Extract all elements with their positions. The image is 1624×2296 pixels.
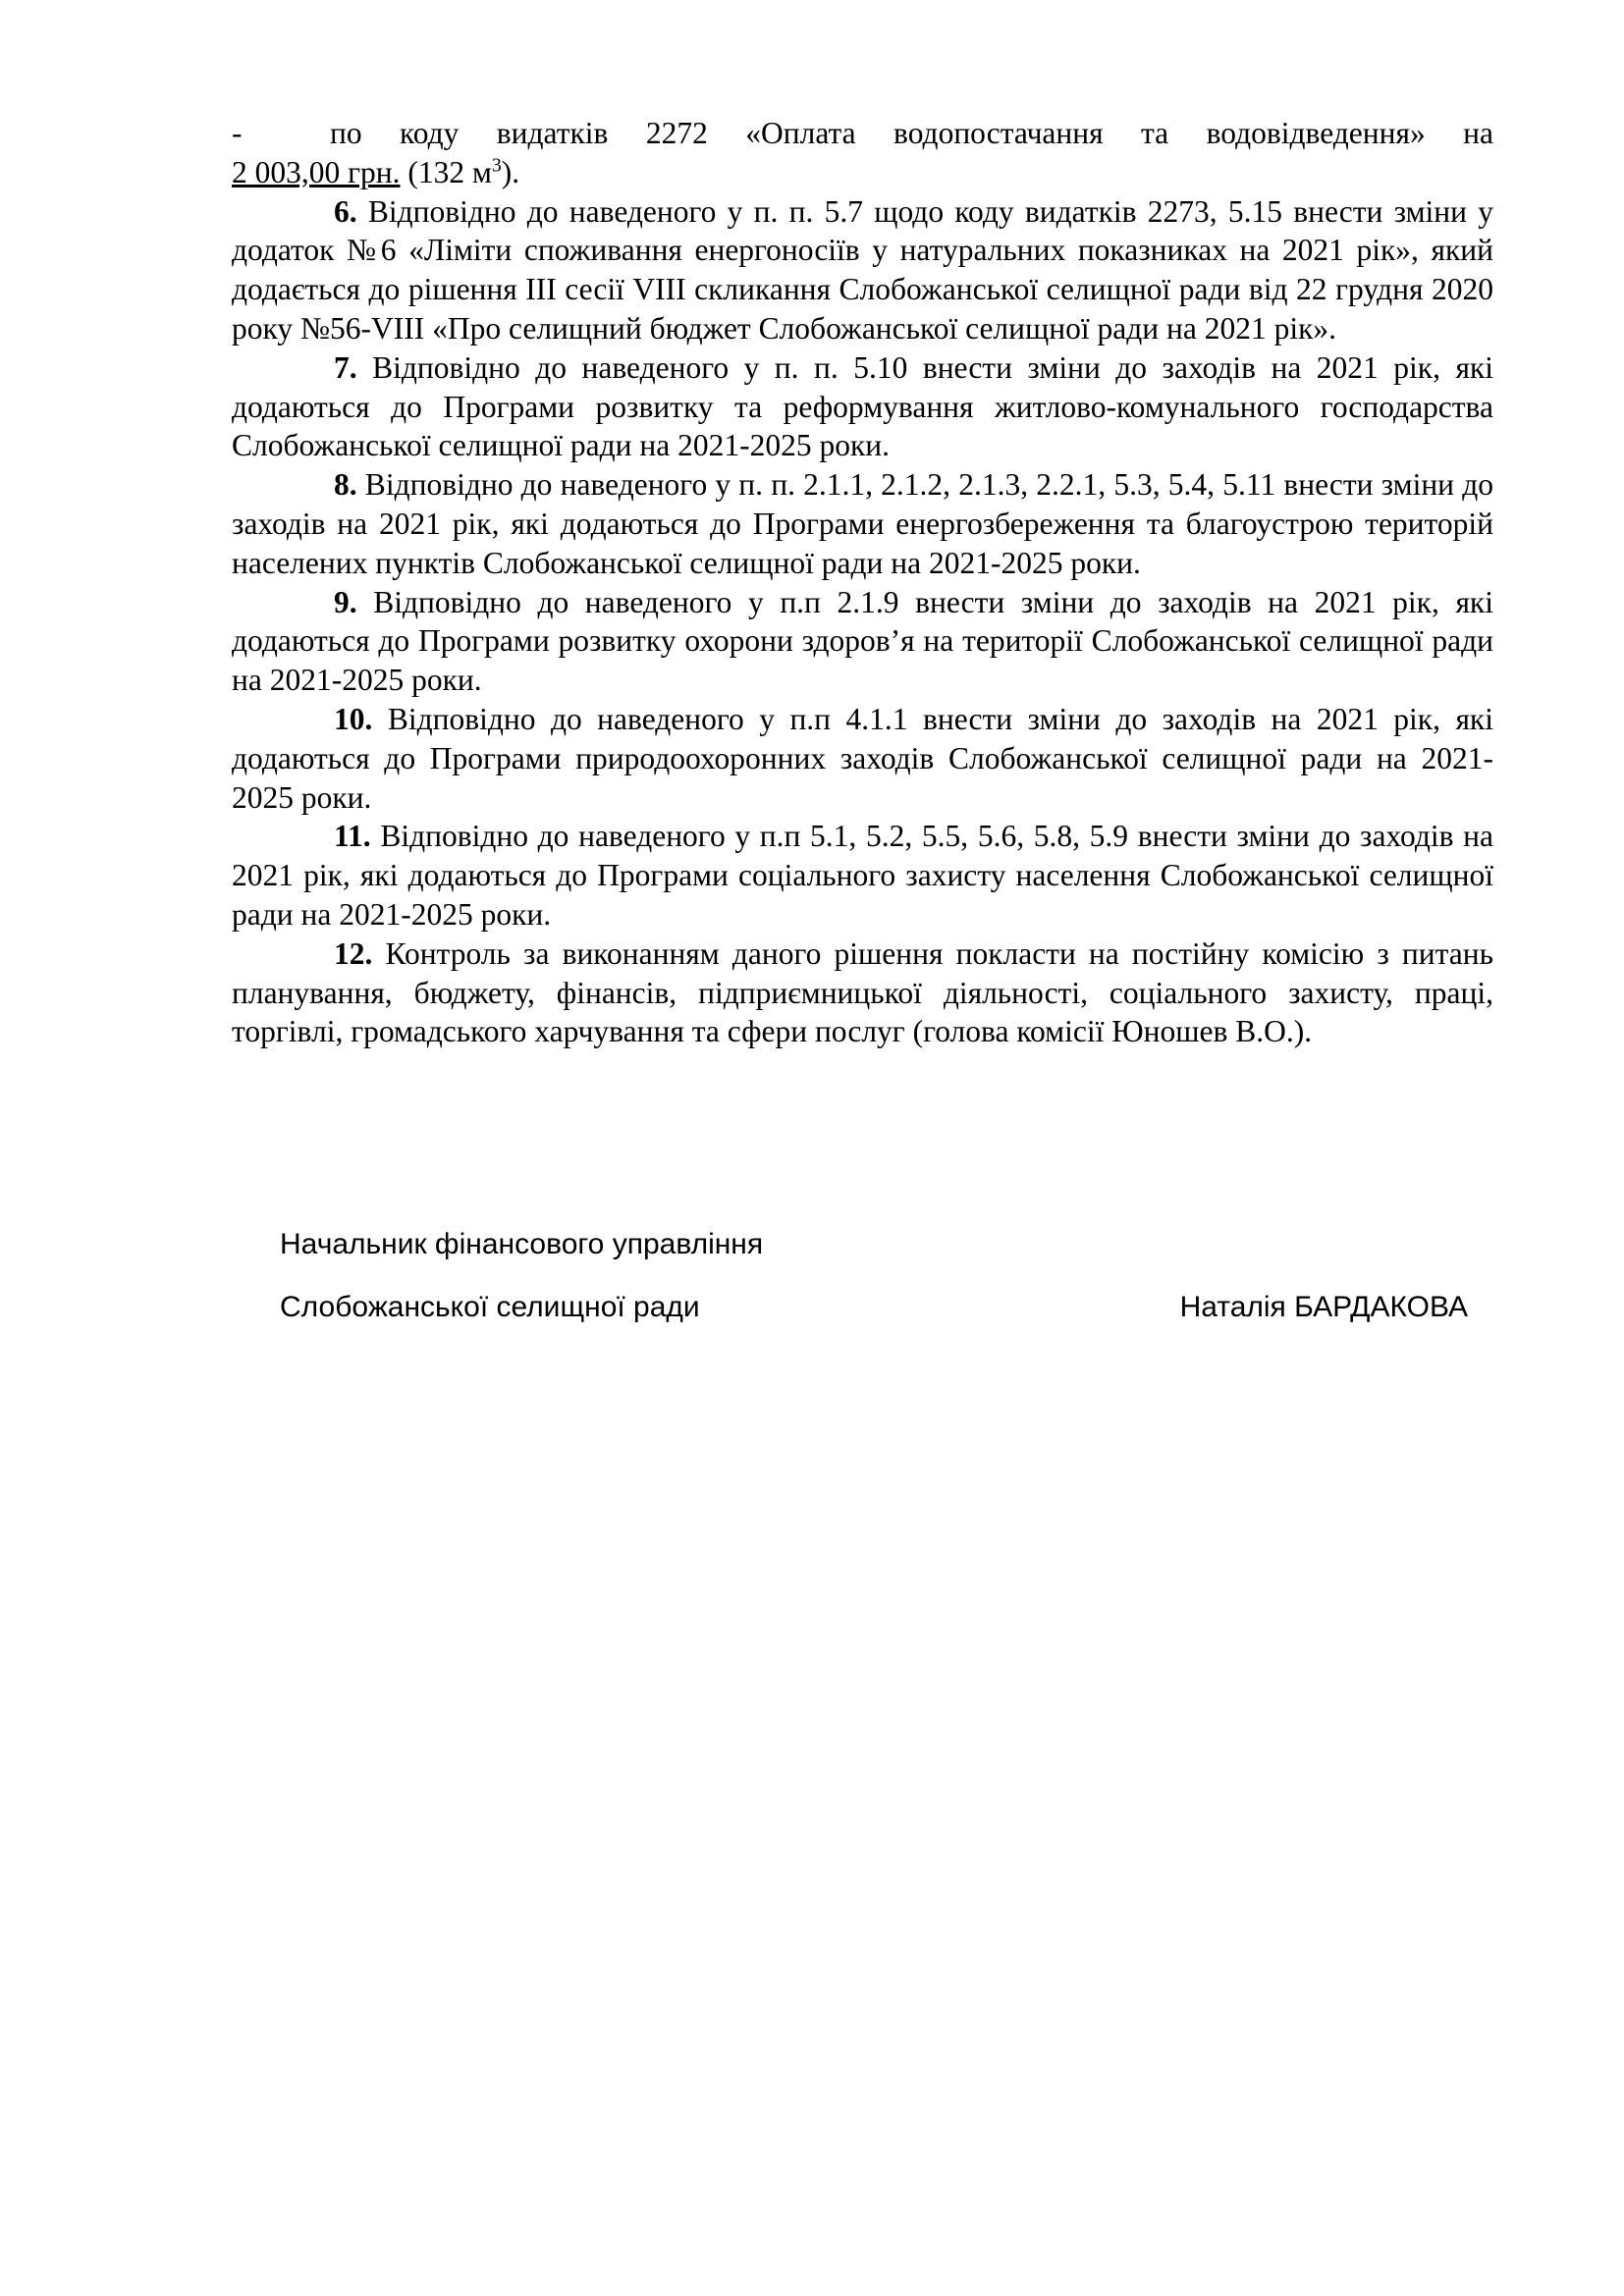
item-number: 8. bbox=[334, 467, 357, 503]
dash-list-item bbox=[232, 114, 1493, 192]
paragraph-item-8 bbox=[232, 465, 1493, 582]
item-number: 12. bbox=[334, 935, 373, 971]
dash-marker: - bbox=[232, 116, 243, 150]
volume-superscript: 3 bbox=[491, 155, 502, 177]
signatory-position-line2: Слобожанської селищної ради bbox=[280, 1291, 700, 1323]
item-number: 6. bbox=[334, 193, 357, 229]
signature-block-line1 bbox=[280, 1227, 1468, 1262]
paragraph-item-9 bbox=[232, 583, 1493, 700]
signature-block-line2 bbox=[280, 1290, 1468, 1325]
paragraph-item-12 bbox=[232, 934, 1493, 1051]
item-number: 10. bbox=[334, 701, 373, 736]
item-text: Відповідно до наведеного у п.п 2.1.9 внести зміни до заходів на 2021 рік, які додаються до Програми розвитку охорони здоров’я на території Слобожанської селищної ради на 2021-2025 роки. bbox=[232, 584, 1493, 698]
dash-list-continuation bbox=[232, 153, 1493, 192]
paragraph-item-11 bbox=[232, 817, 1493, 934]
volume-suffix: ). bbox=[501, 154, 520, 189]
item-text: Контроль за виконанням даного рішення покласти на постійну комісію з питань планування, бюджету, фінансів, підприємницької діяльності, соціального захисту, праці, торгівлі, громадського харчування та сфери послуг (голова комісії Юношев В.О.). bbox=[232, 935, 1493, 1049]
paragraph-item-6 bbox=[232, 192, 1493, 348]
dash-list-text: по коду видатків 2272 «Оплата водопостачання та водовідведення» на bbox=[330, 116, 1493, 150]
item-text: Відповідно до наведеного у п.п 5.1, 5.2, 5.5, 5.6, 5.8, 5.9 внести зміни до заходів на 2021 рік, які додаються до Програми соціального захисту населення Слобожанської селищної ради на 2021-2025 роки. bbox=[232, 819, 1493, 932]
volume-prefix: (132 м bbox=[400, 154, 492, 189]
paragraph-item-7 bbox=[232, 348, 1493, 465]
item-number: 11. bbox=[334, 819, 371, 854]
signatory-name: Наталія БАРДАКОВА bbox=[1179, 1291, 1468, 1323]
signatory-position-line1: Начальник фінансового управління bbox=[280, 1228, 764, 1260]
item-text: Відповідно до наведеного у п. п. 5.7 щодо коду видатків 2273, 5.15 внести зміни у додаток №6 «Ліміти споживання енергоносіїв у натуральних показниках на 2021 рік», який додається до рішення ІІІ сесії VІІІ скликання Слобожанської селищної ради від 22 грудня 2020 року №56-VІІІ «Про селищний бюджет Слобожанської селищної ради на 2021 рік». bbox=[232, 193, 1493, 346]
dash-list-first-line bbox=[232, 114, 1493, 153]
item-text: Відповідно до наведеного у п. п. 2.1.1, 2.1.2, 2.1.3, 2.2.1, 5.3, 5.4, 5.11 внести зміни до заходів на 2021 рік, які додаються до Програми енергозбереження та благоустрою територій населених пунктів Слобожанської селищної ради на 2021-2025 роки. bbox=[232, 467, 1493, 580]
item-number: 9. bbox=[334, 584, 357, 619]
item-text: Відповідно до наведеного у п. п. 5.10 внести зміни до заходів на 2021 рік, які додаються до Програми розвитку та реформування житлово-комунального господарства Слобожанської селищної ради на 2021-2025 роки. bbox=[232, 349, 1493, 463]
item-text: Відповідно до наведеного у п.п 4.1.1 внести зміни до заходів на 2021 рік, які додаються до Програми природоохоронних заходів Слобожанської селищної ради на 2021-2025 роки. bbox=[232, 701, 1493, 815]
amount-underlined: 2 003,00 грн. bbox=[232, 154, 401, 189]
document-body bbox=[232, 114, 1493, 1051]
paragraph-item-10 bbox=[232, 700, 1493, 817]
item-number: 7. bbox=[334, 349, 357, 385]
